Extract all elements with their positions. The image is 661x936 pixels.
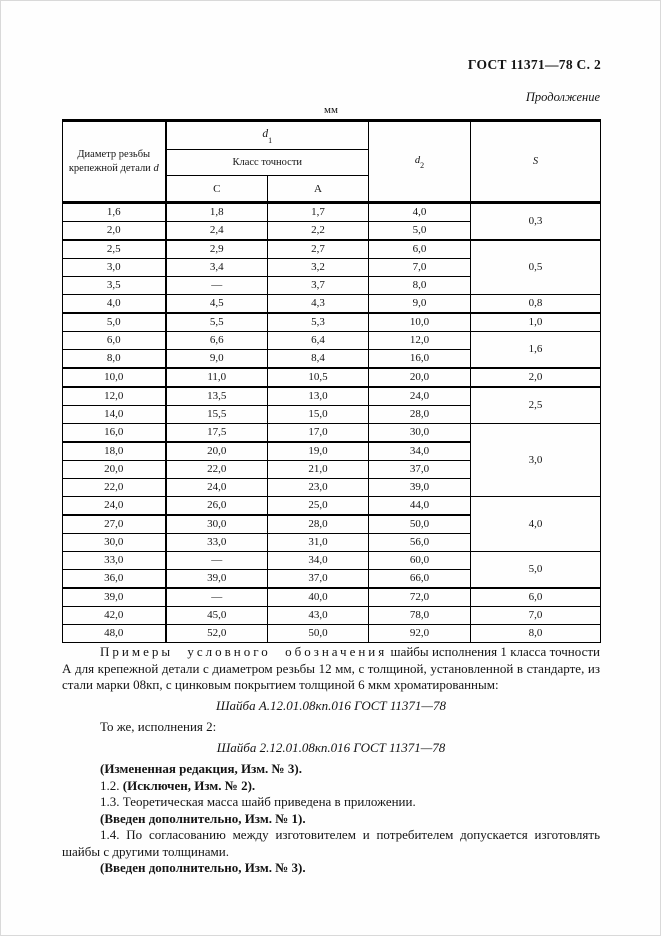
cell-thread-diameter: 4,0	[63, 295, 166, 314]
cell-d1-class-c: 52,0	[166, 625, 268, 643]
cell-d1-class-c: —	[166, 552, 268, 570]
cell-d1-class-c: 24,0	[166, 479, 268, 497]
cell-d2: 9,0	[369, 295, 471, 314]
cell-d1-class-a: 50,0	[268, 625, 369, 643]
cell-s-thickness: 2,5	[471, 387, 601, 424]
continuation-label: Продолжение	[525, 90, 600, 104]
header-line1: Диаметр резьбы	[77, 149, 151, 161]
cell-d1-class-c: 15,5	[166, 406, 268, 424]
units-label: мм	[324, 104, 338, 116]
cell-d2: 4,0	[369, 203, 471, 222]
cell-d2: 66,0	[369, 570, 471, 589]
cell-d2: 24,0	[369, 387, 471, 406]
column-header-s: S	[471, 121, 601, 203]
cell-thread-diameter: 48,0	[63, 625, 166, 643]
note-1-2-text: (Исключен, Изм. № 2).	[122, 777, 256, 793]
cell-d1-class-c: 26,0	[166, 497, 268, 516]
note-item-1-4: 1.4. По согласованию между изготовителем и потребителем допускается изготовлять шайбы с другими толщинами.	[62, 827, 600, 859]
d1-symbol: d	[262, 128, 269, 141]
cell-d2: 44,0	[369, 497, 471, 516]
d2-symbol: d	[414, 154, 421, 166]
cell-s-thickness: 1,0	[471, 313, 601, 332]
cell-d1-class-a: 23,0	[268, 479, 369, 497]
column-header-class-a: А	[268, 176, 369, 203]
cell-d1-class-a: 43,0	[268, 607, 369, 625]
cell-thread-diameter: 1,6	[63, 203, 166, 222]
cell-s-thickness: 3,0	[471, 424, 601, 497]
cell-s-thickness: 5,0	[471, 552, 601, 589]
cell-d1-class-c: 11,0	[166, 368, 268, 387]
cell-d2: 6,0	[369, 240, 471, 259]
cell-d2: 12,0	[369, 332, 471, 350]
cell-d1-class-a: 19,0	[268, 442, 369, 461]
cell-s-thickness: 0,5	[471, 240, 601, 295]
table-row	[63, 625, 601, 643]
cell-d1-class-a: 34,0	[268, 552, 369, 570]
cell-d1-class-a: 17,0	[268, 424, 369, 443]
cell-d1-class-a: 8,4	[268, 350, 369, 369]
note-1-2-number: 1.2.	[100, 777, 123, 793]
notes-section	[62, 644, 600, 877]
cell-d2: 28,0	[369, 406, 471, 424]
table-row	[63, 588, 601, 607]
note-amended: (Измененная редакция, Изм. № 3).	[100, 761, 302, 776]
cell-thread-diameter: 42,0	[63, 607, 166, 625]
cell-s-thickness: 0,3	[471, 203, 601, 241]
d-symbol: d	[153, 162, 159, 174]
table-header	[63, 121, 601, 203]
cell-d2: 10,0	[369, 313, 471, 332]
table-row	[63, 368, 601, 387]
cell-d1-class-c: 20,0	[166, 442, 268, 461]
designation-example-2: Шайба 2.12.01.08кп.016 ГОСТ 11371—78	[216, 739, 446, 755]
designation-example-1: Шайба А.12.01.08кп.016 ГОСТ 11371—78	[216, 697, 446, 713]
cell-d2: 37,0	[369, 461, 471, 479]
cell-d2: 72,0	[369, 588, 471, 607]
designation-examples-paragraph	[62, 644, 600, 694]
cell-d1-class-c: 2,4	[166, 222, 268, 241]
cell-s-thickness: 0,8	[471, 295, 601, 314]
cell-d1-class-a: 3,7	[268, 277, 369, 295]
cell-s-thickness: 8,0	[471, 625, 601, 643]
d1-subscript: 1	[268, 135, 273, 145]
cell-d2: 7,0	[369, 259, 471, 277]
cell-d1-class-a: 2,7	[268, 240, 369, 259]
cell-d1-class-c: 30,0	[166, 515, 268, 534]
cell-d2: 50,0	[369, 515, 471, 534]
cell-d1-class-c: 45,0	[166, 607, 268, 625]
cell-thread-diameter: 3,0	[63, 259, 166, 277]
table-row	[63, 203, 601, 222]
cell-thread-diameter: 2,0	[63, 222, 166, 241]
cell-d1-class-a: 21,0	[268, 461, 369, 479]
column-header-accuracy-class: Класс точности	[166, 150, 369, 176]
note-added-3: (Введен дополнительно, Изм. № 3).	[100, 860, 306, 875]
cell-d1-class-a: 25,0	[268, 497, 369, 516]
dim-table-body	[63, 203, 601, 643]
cell-d2: 56,0	[369, 534, 471, 552]
cell-d1-class-c: 22,0	[166, 461, 268, 479]
cell-d1-class-c: 33,0	[166, 534, 268, 552]
cell-d1-class-a: 15,0	[268, 406, 369, 424]
cell-d1-class-c: 13,5	[166, 387, 268, 406]
page-title: ГОСТ 11371—78 С. 2	[467, 57, 601, 72]
cell-thread-diameter: 24,0	[63, 497, 166, 516]
cell-d1-class-a: 37,0	[268, 570, 369, 589]
cell-d2: 8,0	[369, 277, 471, 295]
cell-d1-class-a: 10,5	[268, 368, 369, 387]
cell-thread-diameter: 22,0	[63, 479, 166, 497]
cell-thread-diameter: 8,0	[63, 350, 166, 369]
table-row	[63, 240, 601, 259]
cell-d1-class-a: 4,3	[268, 295, 369, 314]
note-item-1-2	[62, 778, 600, 795]
cell-d1-class-a: 1,7	[268, 203, 369, 222]
cell-thread-diameter: 5,0	[63, 313, 166, 332]
cell-d2: 78,0	[369, 607, 471, 625]
cell-d2: 39,0	[369, 479, 471, 497]
cell-d2: 5,0	[369, 222, 471, 241]
cell-d1-class-a: 2,2	[268, 222, 369, 241]
cell-thread-diameter: 30,0	[63, 534, 166, 552]
cell-thread-diameter: 12,0	[63, 387, 166, 406]
table-row	[63, 313, 601, 332]
cell-thread-diameter: 6,0	[63, 332, 166, 350]
cell-d1-class-a: 13,0	[268, 387, 369, 406]
column-header-d1	[166, 121, 369, 150]
cell-d2: 30,0	[369, 424, 471, 443]
cell-d1-class-c: 39,0	[166, 570, 268, 589]
cell-d2: 60,0	[369, 552, 471, 570]
note-item-1-3: 1.3. Теоретическая масса шайб приведена в приложении.	[100, 794, 416, 809]
cell-d1-class-c: 3,4	[166, 259, 268, 277]
examples-lead-in: Примеры условного обозначения	[100, 644, 388, 659]
note-added-1: (Введен дополнительно, Изм. № 1).	[100, 810, 306, 826]
same-as-line: То же, исполнения 2:	[100, 719, 217, 734]
cell-d1-class-c: 2,9	[166, 240, 268, 259]
washer-dimensions-table	[62, 119, 601, 643]
cell-thread-diameter: 10,0	[63, 368, 166, 387]
cell-s-thickness: 2,0	[471, 368, 601, 387]
header-line2: крепежной детали	[68, 162, 154, 174]
cell-d2: 34,0	[369, 442, 471, 461]
cell-thread-diameter: 36,0	[63, 570, 166, 589]
table-row	[63, 295, 601, 314]
cell-d2: 20,0	[369, 368, 471, 387]
cell-d1-class-c: 4,5	[166, 295, 268, 314]
cell-s-thickness: 7,0	[471, 607, 601, 625]
table-row	[63, 332, 601, 350]
cell-thread-diameter: 33,0	[63, 552, 166, 570]
cell-d1-class-a: 6,4	[268, 332, 369, 350]
table-row	[63, 552, 601, 570]
cell-thread-diameter: 3,5	[63, 277, 166, 295]
cell-s-thickness: 6,0	[471, 588, 601, 607]
cell-d1-class-c: 1,8	[166, 203, 268, 222]
table-row	[63, 424, 601, 443]
cell-d1-class-c: 17,5	[166, 424, 268, 443]
d2-subscript: 2	[420, 161, 425, 171]
cell-s-thickness: 1,6	[471, 332, 601, 369]
column-header-d2	[369, 121, 471, 203]
table-row	[63, 497, 601, 516]
cell-d1-class-a: 31,0	[268, 534, 369, 552]
examples-lead-rest: шайбы исполнения 1 класса точности А для крепежной детали с диаметром резьбы 12 мм, с толщиной, установленной в стандарте, из стали марки 08кп, с цинковым покрытием толщиной 6 мкм хроматированным:	[62, 644, 600, 692]
cell-d2: 16,0	[369, 350, 471, 369]
cell-thread-diameter: 2,5	[63, 240, 166, 259]
cell-thread-diameter: 16,0	[63, 424, 166, 443]
cell-thread-diameter: 18,0	[63, 442, 166, 461]
table-row	[63, 607, 601, 625]
column-header-class-c: С	[166, 176, 268, 203]
cell-s-thickness: 4,0	[471, 497, 601, 552]
cell-d1-class-c: —	[166, 277, 268, 295]
cell-d1-class-c: 5,5	[166, 313, 268, 332]
cell-d2: 92,0	[369, 625, 471, 643]
cell-thread-diameter: 14,0	[63, 406, 166, 424]
cell-thread-diameter: 27,0	[63, 515, 166, 534]
cell-thread-diameter: 20,0	[63, 461, 166, 479]
cell-d1-class-c: 6,6	[166, 332, 268, 350]
cell-d1-class-a: 28,0	[268, 515, 369, 534]
column-header-thread-diameter	[63, 121, 166, 203]
cell-d1-class-a: 3,2	[268, 259, 369, 277]
cell-d1-class-c: —	[166, 588, 268, 607]
cell-thread-diameter: 39,0	[63, 588, 166, 607]
cell-d1-class-a: 5,3	[268, 313, 369, 332]
table-row	[63, 387, 601, 406]
cell-d1-class-a: 40,0	[268, 588, 369, 607]
cell-d1-class-c: 9,0	[166, 350, 268, 369]
